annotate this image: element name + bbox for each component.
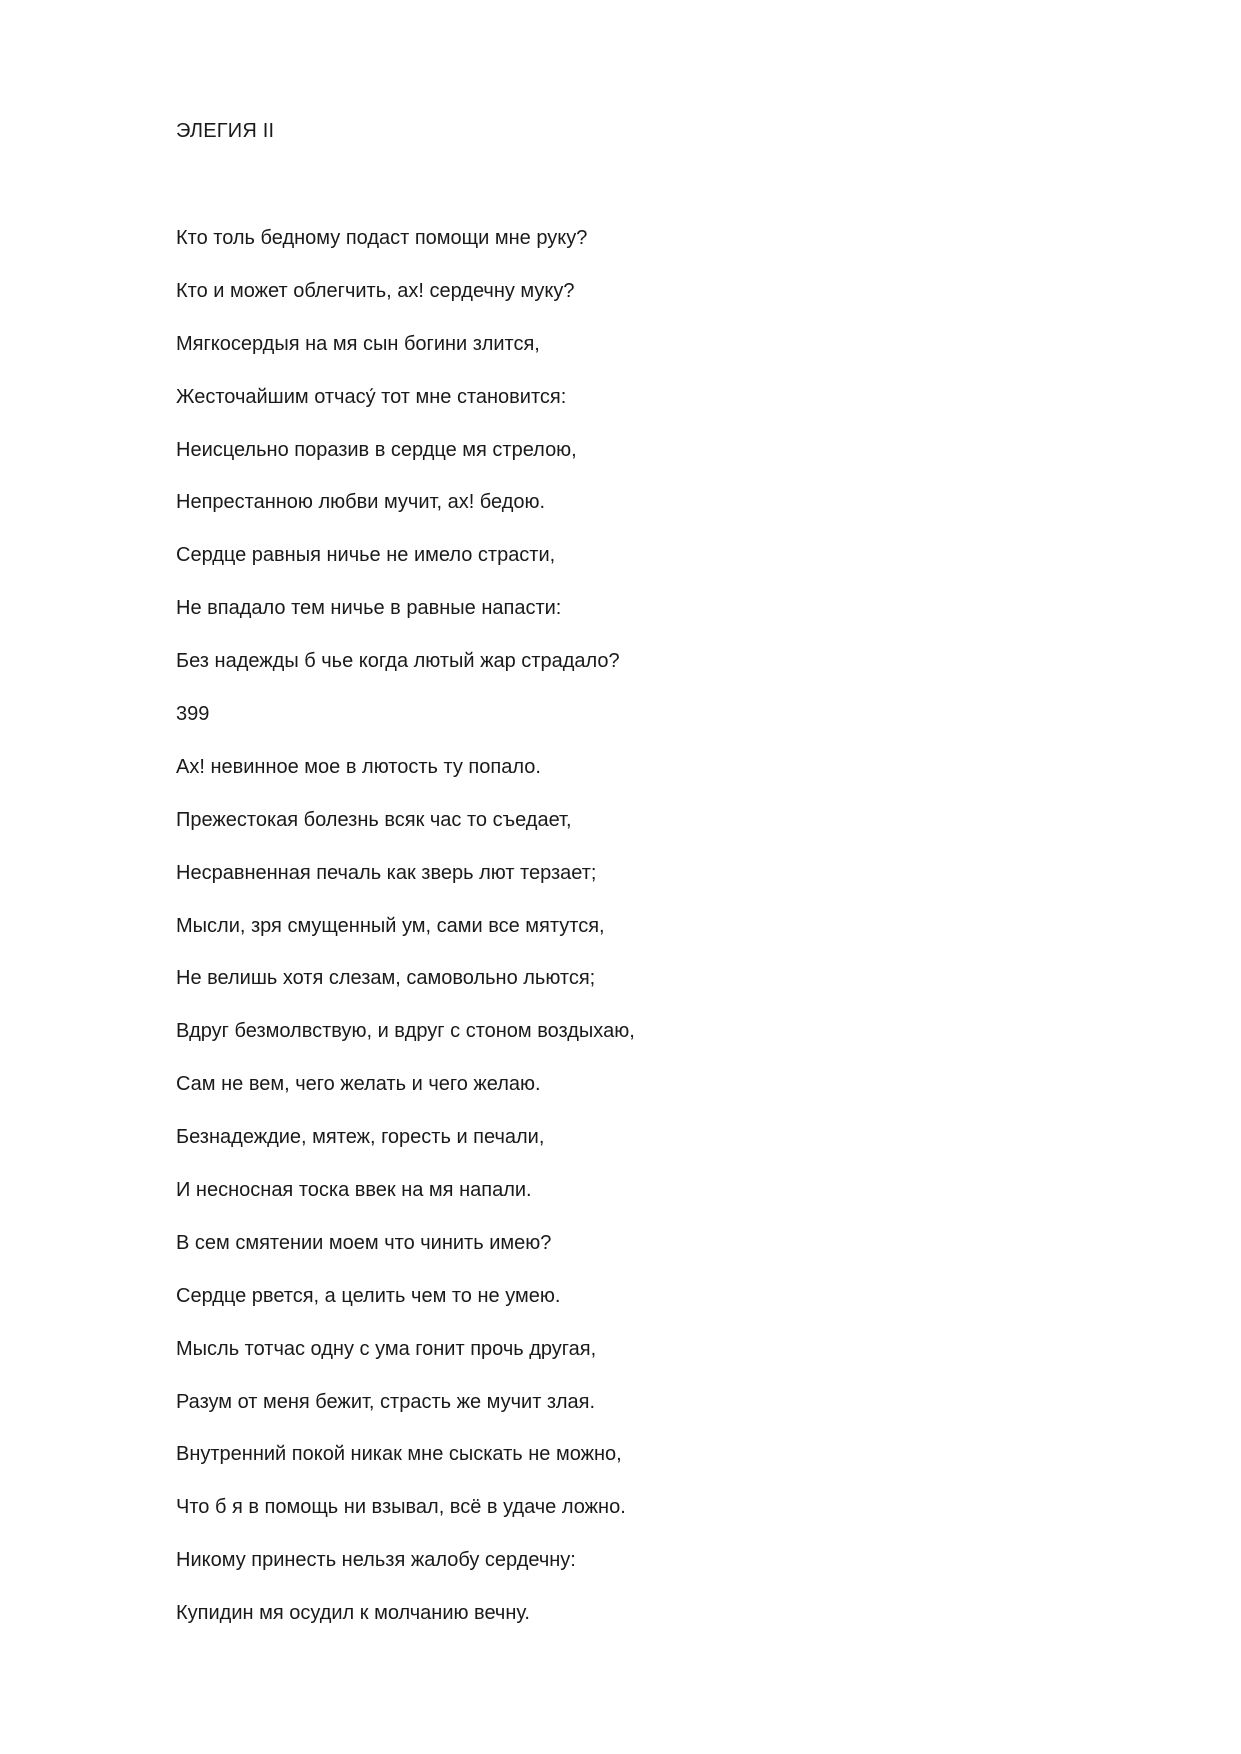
poem-line: Сам не вем, чего желать и чего желаю.: [176, 1073, 541, 1096]
poem-line: Жесточайшим отчасу́ тот мне становится:: [176, 385, 567, 408]
poem-line: Никому принесть нельзя жалобу сердечну:: [176, 1549, 576, 1572]
poem-line: И несносная тоска ввек на мя напали.: [176, 1179, 532, 1202]
poem-line: Внутренний покой никак мне сыскать не можно,: [176, 1443, 622, 1466]
poem-line: Мысли, зря смущенный ум, сами все мятутся,: [176, 914, 605, 937]
poem-line: Сердце равныя ничье не имело страсти,: [176, 544, 556, 567]
poem-line: Купидин мя осудил к молчанию вечну.: [176, 1602, 530, 1625]
poem-line: Прежестокая болезнь всяк час то съедает,: [176, 808, 572, 831]
poem-title: ЭЛЕГИЯ II: [176, 120, 275, 142]
poem-line: Сердце рвется, а целить чем то не умею.: [176, 1284, 561, 1307]
poem-line: Без надежды б чье когда лютый жар страдало?: [176, 650, 620, 673]
poem-line: В сем смятении моем что чинить имею?: [176, 1231, 552, 1254]
poem-line: Несравненная печаль как зверь лют терзает;: [176, 861, 597, 884]
poem-line: Безнадеждие, мятеж, горесть и печали,: [176, 1126, 545, 1149]
poem-line: Что б я в помощь ни взывал, всё в удаче ложно.: [176, 1496, 626, 1519]
poem-line: Неисцельно поразив в сердце мя стрелою,: [176, 438, 577, 461]
poem-line: Вдруг безмолвствую, и вдруг с стоном воздыхаю,: [176, 1020, 635, 1043]
poem-line: Разум от меня бежит, страсть же мучит злая.: [176, 1390, 596, 1413]
poem-line: Мягкосердыя на мя сын богини злится,: [176, 332, 540, 355]
poem-line: Не велишь хотя слезам, самовольно льются;: [176, 967, 596, 990]
poem-line: Не впадало тем ничье в равные напасти:: [176, 597, 562, 620]
poem-line: Ах! невинное мое в лютость ту попало.: [176, 755, 541, 778]
poem-line: Непрестанною любви мучит, ах! бедою.: [176, 491, 546, 514]
poem-line: Мысль тотчас одну с ума гонит прочь другая,: [176, 1337, 597, 1360]
poem-text: [176, 224, 635, 1652]
poem-line: Кто толь бедному подаст помощи мне руку?: [176, 227, 588, 249]
poem-line: Кто и может облегчить, ах! сердечну муку?: [176, 279, 575, 302]
page-number: 399: [176, 703, 210, 726]
